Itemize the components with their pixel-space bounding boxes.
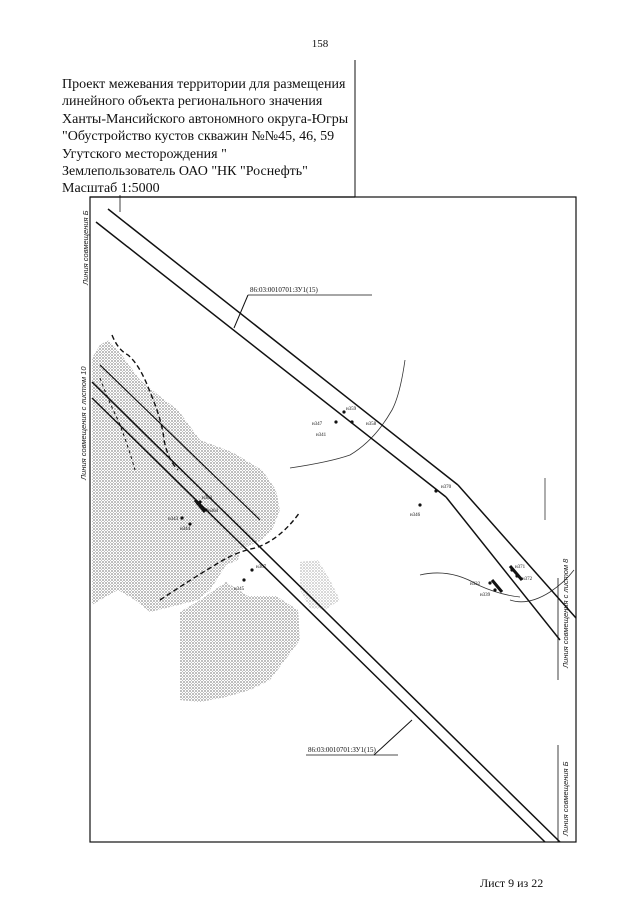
parcel-label-upper: 86:03:0010701:ЗУ1(15) bbox=[250, 286, 318, 294]
title-line-4: "Обустройство кустов скважин №№45, 46, 59 bbox=[62, 129, 335, 145]
parcel-label-lower: 86:03:0010701:ЗУ1(15) bbox=[308, 746, 376, 754]
match-line-left-mid: Линия совмещения с листом 10 bbox=[79, 366, 88, 480]
scale-label: Масштаб 1:5000 bbox=[62, 181, 160, 197]
point-marker-371 bbox=[510, 568, 513, 571]
point-label-343: н343 bbox=[168, 517, 179, 522]
corridor-lower-edge-a bbox=[92, 382, 560, 842]
point-marker-344 bbox=[188, 522, 191, 525]
sheet-number-label: Лист 9 из 22 bbox=[480, 876, 544, 890]
point-marker-345 bbox=[242, 578, 245, 581]
point-marker-370 bbox=[434, 489, 437, 492]
match-line-left-top: Линия совмещения Б bbox=[81, 210, 90, 285]
point-marker-346 bbox=[418, 503, 421, 506]
point-label-341: н341 bbox=[316, 433, 327, 438]
corridor-upper-edge-d bbox=[446, 497, 560, 640]
point-label-364: н364 bbox=[208, 509, 219, 514]
match-line-right-bottom: Линия совмещения Б bbox=[561, 761, 570, 836]
title-line-6: Землепользователь ОАО "НК "Роснефть" bbox=[62, 164, 308, 180]
point-label-367: н367 bbox=[256, 565, 267, 570]
point-marker-358 bbox=[350, 420, 353, 423]
parcel-leader-lower bbox=[374, 720, 412, 755]
point-label-370: н370 bbox=[441, 485, 452, 490]
point-marker-367 bbox=[250, 568, 253, 571]
point-marker-347 bbox=[334, 420, 337, 423]
point-label-344: н344 bbox=[180, 527, 191, 532]
point-marker-339 bbox=[493, 588, 496, 591]
point-label-371: н371 bbox=[515, 565, 526, 570]
parcel-leader-upper bbox=[234, 295, 248, 328]
point-label-372: н372 bbox=[522, 577, 533, 582]
point-label-339: н339 bbox=[480, 593, 491, 598]
point-label-332: н332 bbox=[470, 582, 481, 587]
corridor-lower-edge-b bbox=[92, 398, 545, 842]
point-label-363: н363 bbox=[202, 496, 213, 501]
title-line-5: Угутского месторождения " bbox=[62, 146, 227, 162]
point-label-359: н359 bbox=[346, 407, 357, 412]
page-number: 158 bbox=[311, 38, 329, 50]
point-marker-343 bbox=[180, 516, 183, 519]
title-line-1: Проект межевания территории для размещения bbox=[62, 77, 346, 92]
point-label-345: н345 bbox=[234, 587, 245, 592]
point-label-347: н347 bbox=[312, 422, 323, 427]
forest-area-small bbox=[300, 560, 340, 610]
point-marker-372 bbox=[515, 574, 518, 577]
title-line-3: Ханты-Мансийского автономного округа-Югры bbox=[62, 111, 349, 127]
point-label-346: н346 bbox=[410, 513, 421, 518]
title-line-2: линейного объекта регионального значения bbox=[62, 94, 323, 110]
point-label-358: н358 bbox=[366, 422, 377, 427]
match-line-right-mid: Линия совмещения с листом 8 bbox=[561, 558, 570, 668]
point-marker-332 bbox=[488, 581, 491, 584]
